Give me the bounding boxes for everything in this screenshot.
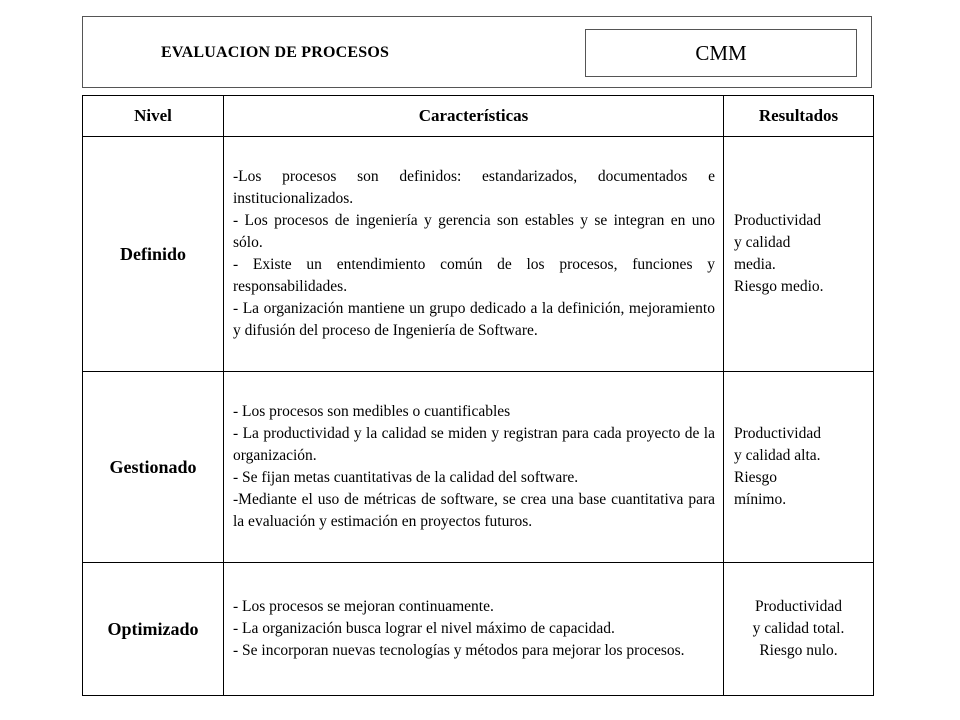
results-cell <box>724 137 874 372</box>
characteristic-item: - Existe un entendimiento común de los procesos, funciones y responsabilidades. <box>233 256 715 295</box>
column-header-nivel: Nivel <box>83 96 224 137</box>
model-tag-box: CMM <box>585 29 857 77</box>
result-line: y calidad alta. <box>734 447 821 464</box>
level-cell: Gestionado <box>83 372 224 563</box>
characteristic-item: -Los procesos son definidos: estandarizados, documentados e institucionalizados. <box>233 168 715 207</box>
results-cell <box>724 563 874 696</box>
characteristic-item: - Los procesos se mejoran continuamente. <box>233 598 494 615</box>
result-line: mínimo. <box>734 491 787 508</box>
results-cell <box>724 372 874 563</box>
result-line: Productividad <box>755 598 842 615</box>
cmm-levels-table <box>82 95 874 696</box>
column-header-caracteristicas: Características <box>224 96 724 137</box>
level-cell: Definido <box>83 137 224 372</box>
result-line: Productividad <box>734 425 821 442</box>
characteristics-cell <box>224 563 724 696</box>
result-line: media. <box>734 256 776 273</box>
characteristic-item: - Se incorporan nuevas tecnologías y métodos para mejorar los procesos. <box>233 642 685 659</box>
result-line: y calidad <box>734 234 791 251</box>
result-line: y calidad total. <box>752 620 845 637</box>
result-line: Riesgo medio. <box>734 278 824 295</box>
column-header-resultados: Resultados <box>724 96 874 137</box>
header-box <box>82 16 872 88</box>
characteristic-item: - La organización mantiene un grupo dedicado a la definición, mejoramiento y difusión del proceso de Ingeniería de Software. <box>233 300 715 339</box>
result-line: Productividad <box>734 212 821 229</box>
characteristic-item: - Los procesos son medibles o cuantificables <box>233 403 511 420</box>
characteristic-item: - La organización busca lograr el nivel máximo de capacidad. <box>233 620 615 637</box>
characteristic-item: - Se fijan metas cuantitativas de la calidad del software. <box>233 469 579 486</box>
table-row <box>83 137 874 372</box>
characteristics-cell <box>224 372 724 563</box>
characteristics-cell <box>224 137 724 372</box>
result-line: Riesgo <box>734 469 778 486</box>
table-row <box>83 563 874 696</box>
characteristic-item: - Los procesos de ingeniería y gerencia son estables y se integran en uno sólo. <box>233 212 715 251</box>
characteristic-item: -Mediante el uso de métricas de software, se crea una base cuantitativa para la evaluación y estimación en proyectos futuros. <box>233 491 715 530</box>
level-cell: Optimizado <box>83 563 224 696</box>
table-header-row <box>83 96 874 137</box>
result-line: Riesgo nulo. <box>759 642 838 659</box>
table-row <box>83 372 874 563</box>
document-title: EVALUACION DE PROCESOS <box>161 44 390 61</box>
characteristic-item: - La productividad y la calidad se miden y registran para cada proyecto de la organización. <box>233 425 715 464</box>
